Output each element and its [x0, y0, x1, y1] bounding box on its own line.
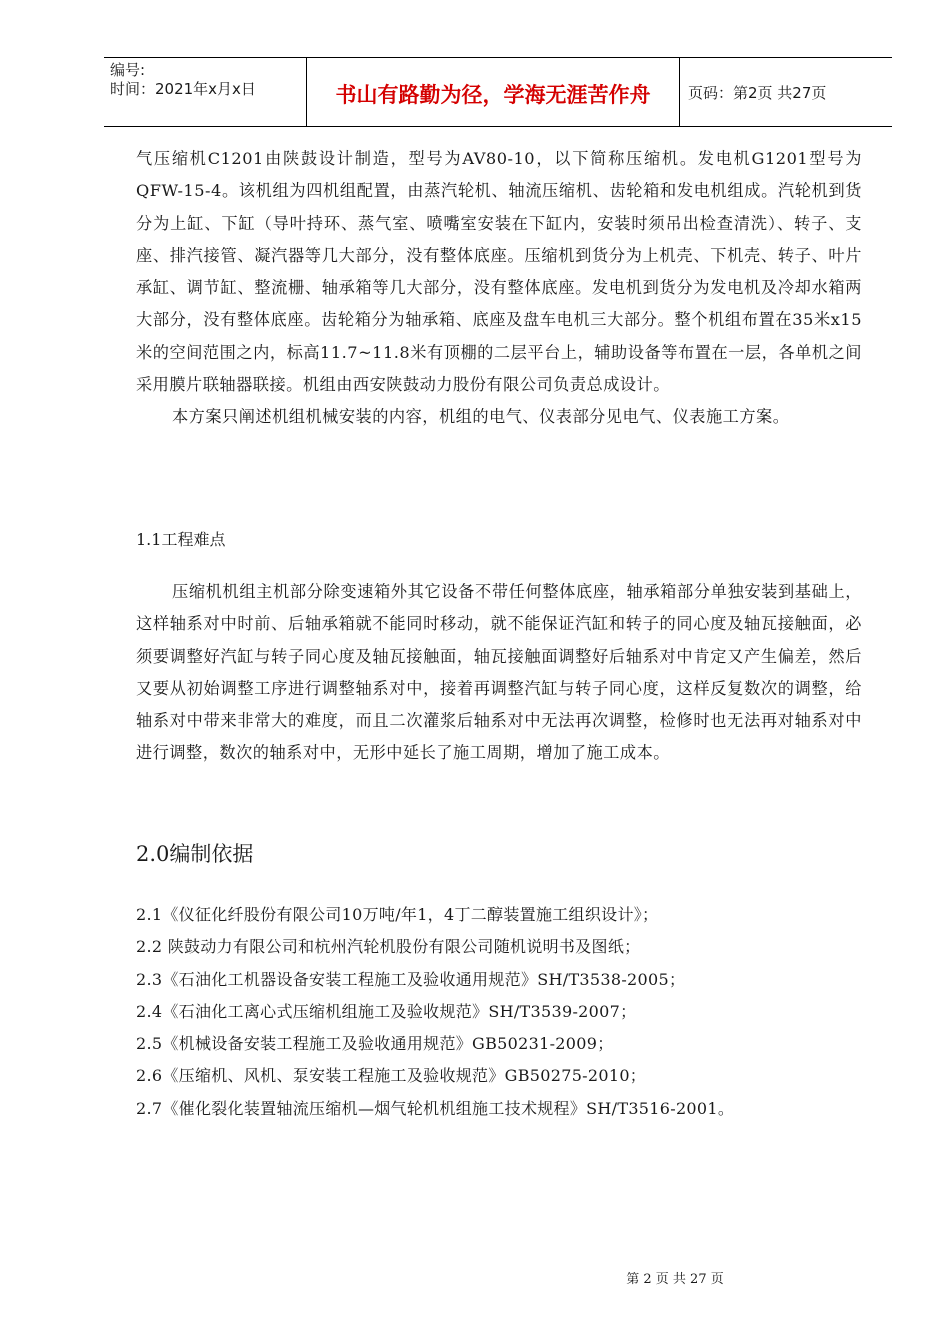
reference-item: 2.1《仪征化纤股份有限公司10万吨/年1，4丁二醇装置施工组织设计》；	[136, 905, 659, 924]
reference-item: 2.4《石油化工离心式压缩机组施工及验收规范》SH/T3539-2007；	[136, 1001, 637, 1021]
header-page-code: 页码：第2页 共27页	[688, 84, 827, 102]
reference-item: 2.3《石油化工机器设备安装工程施工及验收通用规范》SH/T3538-2005；	[136, 969, 686, 989]
header-page-cell	[680, 58, 892, 126]
difficulty-paragraph: 压缩机机组主机部分除变速箱外其它设备不带任何整体底座，轴承箱部分单独安装到基础上，这样轴系对中时前、后轴承箱就不能同时移动，就不能保证汽缸和转子的同心度及轴瓦接触面，必须要调整好汽缸与转子同心度及轴瓦接触面，轴瓦接触面调整好后轴系对中肯定又产生偏差，然后又要从初始调整工序进行调整轴系对中，接着再调整汽缸与转子同心度，这样反复数次的调整，给轴系对中带来非常大的难度，而且二次灌浆后轴系对中无法再次调整，检修时也无法再对轴系对中进行调整，数次的轴系对中，无形中延长了施工周期，增加了施工成本。	[136, 582, 862, 763]
header-motto-cell	[307, 58, 680, 126]
header-motto: 书山有路勤为径，学海无涯苦作舟	[335, 83, 651, 107]
page-header	[104, 57, 892, 127]
reference-item: 2.2 陕鼓动力有限公司和杭州汽轮机股份有限公司随机说明书及图纸；	[136, 937, 641, 957]
scope-paragraph: 本方案只阐述机组机械安装的内容，机组的电气、仪表部分见电气、仪表施工方案。	[172, 407, 790, 427]
document-number-label: 编号:	[110, 61, 146, 79]
reference-list	[136, 899, 876, 1125]
section-heading-1-1: 1.1工程难点	[136, 530, 226, 549]
reference-item: 2.5《机械设备安装工程施工及验收通用规范》GB50231-2009；	[136, 1034, 614, 1054]
difficulty-section	[136, 576, 862, 770]
header-meta-cell	[104, 58, 307, 126]
section-heading-2-0: 2.0编制依据	[136, 842, 254, 866]
reference-item: 2.7《催化裂化装置轴流压缩机—烟气轮机机组施工技术规程》SH/T3516-2001。	[136, 1098, 735, 1118]
document-time-label: 时间：2021年x月x日	[110, 80, 256, 98]
intro-paragraph: 气压缩机C1201由陕鼓设计制造，型号为AV80-10，以下简称压缩机。发电机G1201型号为QFW-15-4。该机组为四机组配置，由蒸汽轮机、轴流压缩机、齿轮箱和发电机组成。汽轮机到货分为上缸、下缸（导叶持环、蒸气室、喷嘴室安装在下缸内，安装时须吊出检查清洗）、转子、支座、排汽接管、凝汽器等几大部分，没有整体底座。压缩机到货分为上机壳、下机壳、转子、叶片承缸、调节缸、整流栅、轴承箱等几大部分，没有整体底座。发电机到货分为发电机及冷却水箱两大部分，没有整体底座。齿轮箱分为轴承箱、底座及盘车电机三大部分。整个机组布置在35米x15米的空间范围之内，标高11.7~11.8米有顶棚的二层平台上，辅助设备等布置在一层，各单机之间采用膜片联轴器联接。机组由西安陕鼓动力股份有限公司负责总成设计。	[136, 149, 862, 395]
page-footer: 第 2 页 共 27 页	[626, 1272, 724, 1287]
reference-item: 2.6《压缩机、风机、泵安装工程施工及验收规范》GB50275-2010；	[136, 1066, 647, 1086]
intro-section	[136, 143, 862, 434]
